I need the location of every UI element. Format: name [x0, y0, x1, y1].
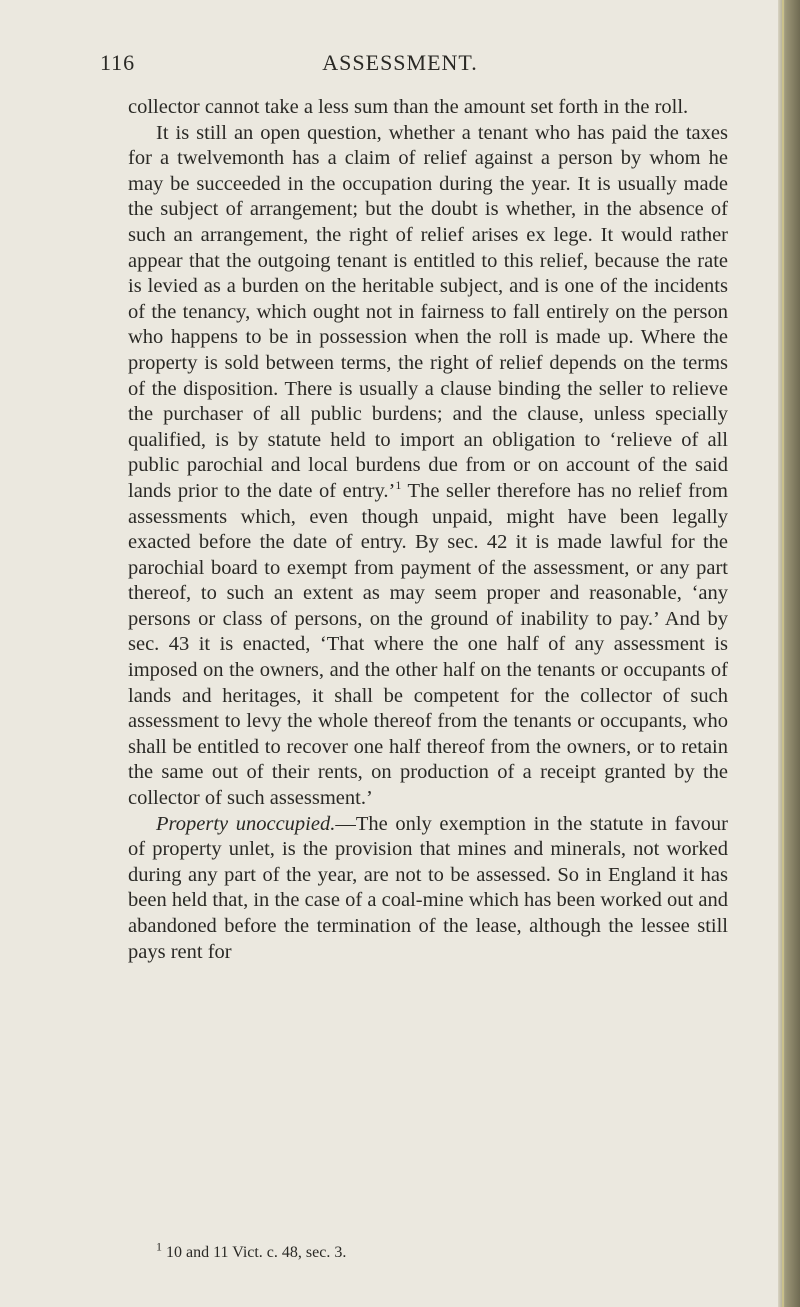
page-edge-line: [782, 0, 784, 1307]
body-text: [128, 95, 728, 965]
footnote: [156, 1239, 716, 1263]
footnote-reference: 1: [395, 478, 402, 493]
footnote-marker: 1: [156, 1239, 162, 1254]
paragraph-property-text: —The only exemption in the statute in favour of property unlet, is the provision that mines and minerals, not worked during any part of the year, are not to be assessed. So in England it has been held that, in the case of a coal-mine which has been worked out and abandoned before the termination of the lease, although the lessee still pays rent for: [128, 812, 728, 963]
paragraph-relief: [128, 121, 728, 812]
page-edge: [778, 0, 800, 1307]
page-header: [100, 50, 700, 86]
page-number: 116: [100, 50, 136, 75]
paragraph-relief-text-end: The seller therefore has no relief from assessments which, even though unpaid, might have been legally exacted before the date of entry. By sec. 42 it is made lawful for the parochial board to exempt from payment of the assessment, or any part thereof, to such an extent as may seem proper and reasonable, ‘any persons or class of persons, on the ground of inability to pay.’ And by sec. 43 it is enacted, ‘That where the one half of any assessment is imposed on the owners, and the other half on the tenants or occupants of lands and heritages, it shall be competent for the collector of such assessment to levy the whole thereof from the tenants or occupants, who shall be entitled to recover one half thereof from the owners, or to retain the same out of their rents, on production of a receipt granted by the collector of such assessment.’: [128, 479, 728, 810]
section-heading-italic: Property unoccupied.: [156, 812, 336, 835]
paragraph-relief-text: It is still an open question, whether a tenant who has paid the taxes for a twelvemonth has a claim of relief against a person by whom he may be succeeded in the occupation during the year. It is usually made the subject of arrangement; but the doubt is whether, in the absence of such an arrangement, the right of relief arises ex lege. It would rather appear that the outgoing tenant is entitled to this relief, because the rate is levied as a burden on the heritable subject, and is one of the incidents of the tenancy, which ought not in fairness to fall entirely on the person who happens to be in possession when the roll is made up. Where the property is sold between terms, the right of relief depends on the terms of the disposition. There is usually a clause binding the seller to relieve the purchaser of all public burdens; and the clause, unless specially qualified, is by statute held to import an obligation to ‘relieve of all public parochial and local burdens due from or on account of the said lands prior to the date of entry.’: [128, 121, 728, 502]
paragraph-property-unoccupied: [128, 812, 728, 966]
paragraph-continuation: collector cannot take a less sum than the amount set forth in the roll.: [128, 96, 689, 118]
footnote-text: 10 and 11 Vict. c. 48, sec. 3.: [166, 1244, 347, 1261]
running-title: ASSESSMENT.: [322, 50, 478, 75]
